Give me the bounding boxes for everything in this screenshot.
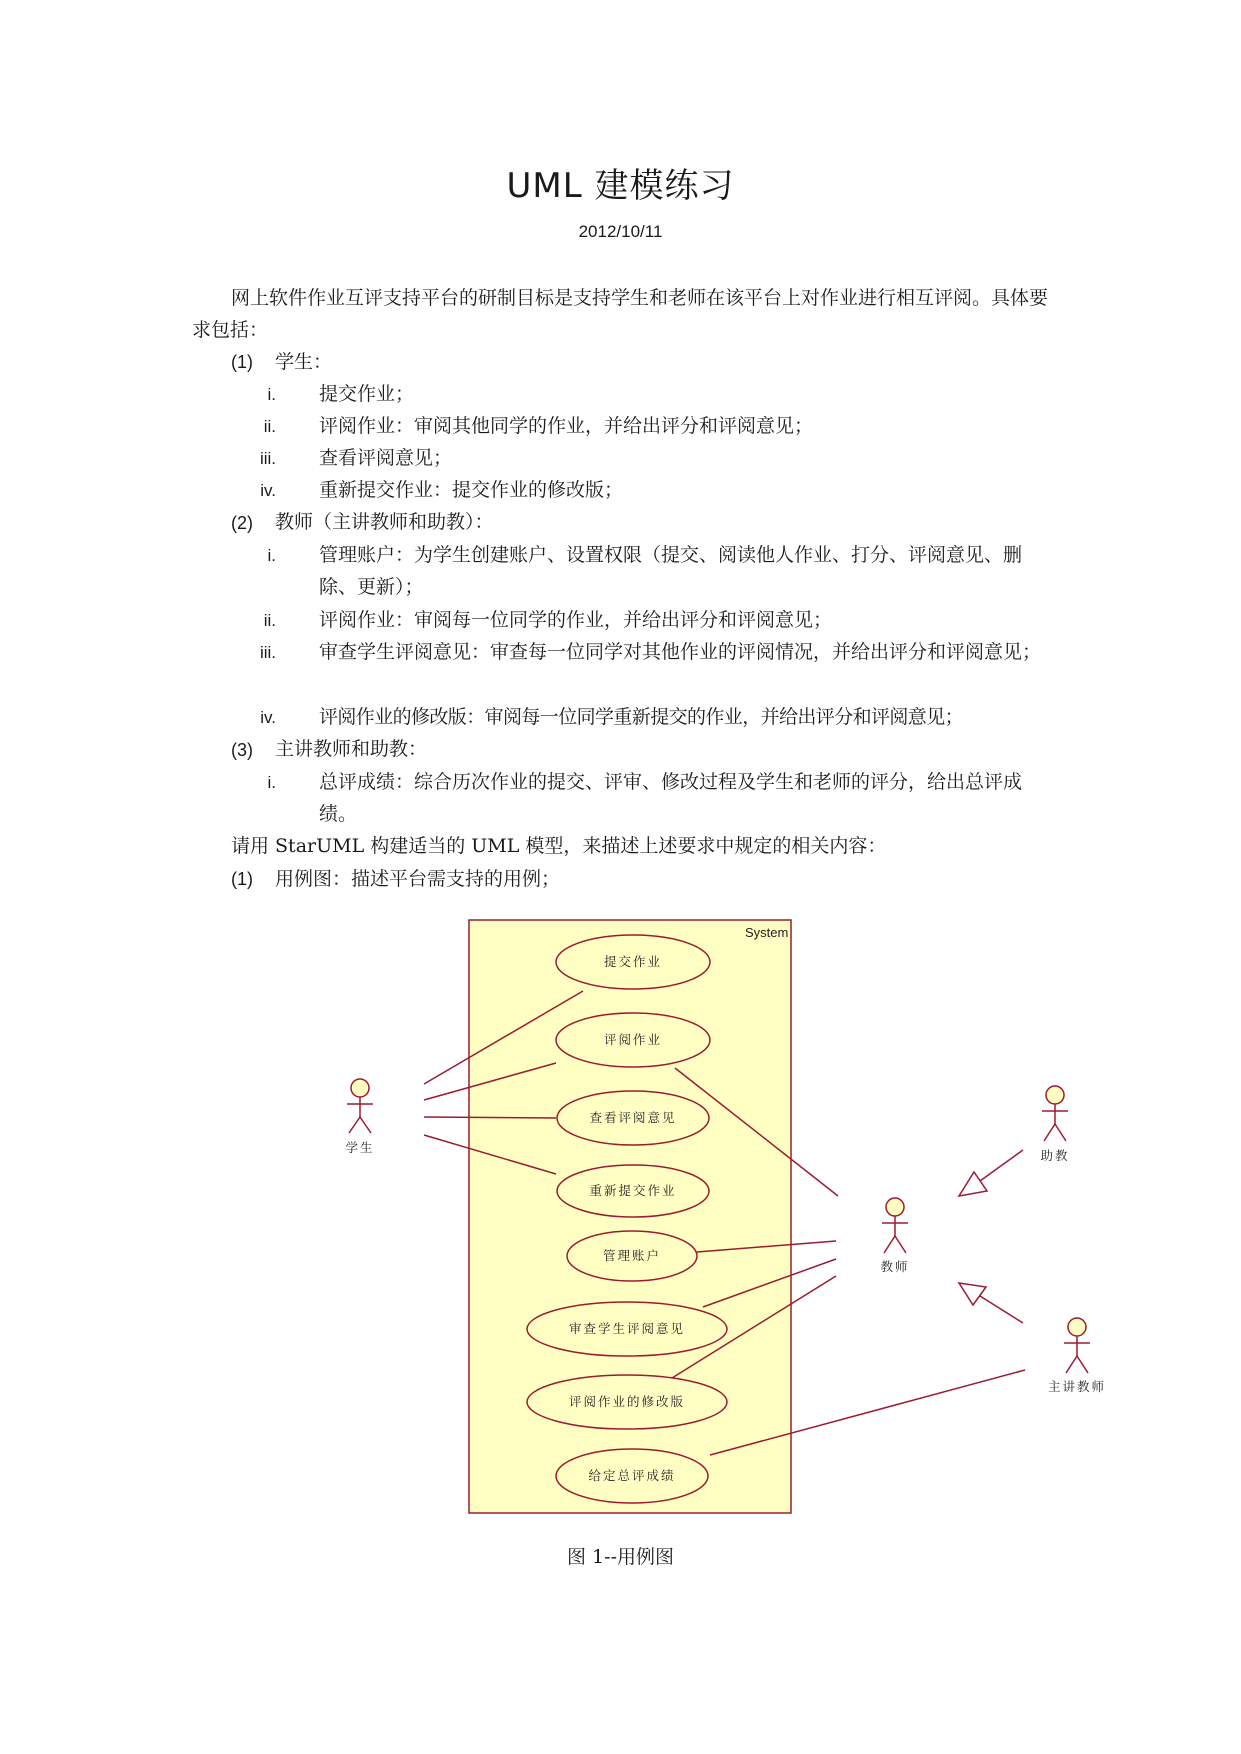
assoc-student-view: [424, 1117, 556, 1118]
section-2-number: (2): [231, 513, 253, 533]
item-2-4-number: iv.: [260, 708, 276, 727]
use-case-review-revision-label: 评阅作业的修改版: [568, 1394, 686, 1409]
system-label: System: [745, 925, 789, 940]
item-2-1-text: 管理账户：为学生创建账户、设置权限（提交、阅读他人作业、打分、评阅意见、删除、更新）；: [319, 544, 1023, 598]
document-date: 2012/10/11: [578, 222, 663, 241]
document-title: UML 建模练习: [506, 166, 735, 206]
generalization-assistant-arrow: [959, 1172, 987, 1196]
actor-lecturer-label: 主讲教师: [1047, 1379, 1107, 1394]
item-3-1-number: i.: [267, 773, 276, 792]
item-1-3-text: 查看评阅意见；: [319, 447, 453, 469]
use-case-submit-label: 提交作业: [603, 954, 663, 969]
actor-teacher-label: 教师: [880, 1259, 910, 1274]
section-3-label: 主讲教师和助教：: [275, 738, 428, 760]
use-case-view-comments-label: 查看评阅意见: [589, 1110, 677, 1125]
item-1-4-number: iv.: [260, 481, 276, 500]
actor-student: [347, 1079, 373, 1133]
item-1-2-text: 评阅作业：审阅其他同学的作业，并给出评分和评阅意见；: [319, 415, 814, 437]
use-case-resubmit-label: 重新提交作业: [589, 1183, 677, 1198]
item-2-3-number: iii.: [259, 643, 276, 662]
intro-paragraph: 网上软件作业互评支持平台的研制目标是支持学生和老师在该平台上对作业进行相互评阅。具体要求包括：: [192, 287, 1049, 341]
request-paragraph: 请用 StarUML 构建适当的 UML 模型，来描述上述要求中规定的相关内容：: [231, 835, 887, 857]
use-case-final-grade-label: 给定总评成绩: [588, 1468, 676, 1483]
item-1-2-number: ii.: [263, 417, 276, 436]
generalization-assistant-line: [980, 1150, 1023, 1181]
item-1-3-number: iii.: [259, 449, 276, 468]
item-2-2-text: 评阅作业：审阅每一位同学的作业，并给出评分和评阅意见；: [319, 609, 833, 631]
section-2-label: 教师（主讲教师和助教）：: [275, 511, 494, 533]
generalization-lecturer-line: [980, 1296, 1023, 1323]
use-case-audit-comments-label: 审查学生评阅意见: [568, 1321, 686, 1336]
section-1-number: (1): [231, 352, 253, 372]
item-2-2-number: ii.: [263, 611, 276, 630]
task-1-text: 用例图：描述平台需支持的用例；: [275, 868, 561, 890]
figure-caption: 图 1--用例图: [567, 1546, 674, 1568]
item-2-1-number: i.: [267, 546, 276, 565]
section-3-number: (3): [231, 740, 253, 760]
task-1-number: (1): [231, 869, 253, 889]
item-2-3-text: 审查学生评阅意见：审查每一位同学对其他作业的评阅情况，并给出评分和评阅意见；: [319, 641, 1042, 663]
item-1-1-text: 提交作业；: [319, 383, 415, 405]
actor-lecturer: [1064, 1318, 1090, 1373]
item-2-4-text: 评阅作业的修改版：审阅每一位同学重新提交的作业，并给出评分和评阅意见；: [319, 706, 964, 728]
use-case-review-label: 评阅作业: [603, 1032, 663, 1047]
actor-assistant: [1042, 1086, 1068, 1141]
item-1-4-text: 重新提交作业：提交作业的修改版；: [319, 479, 624, 501]
generalization-lecturer-arrow: [959, 1283, 986, 1305]
actor-student-label: 学生: [345, 1140, 375, 1155]
use-case-manage-accounts-label: 管理账户: [602, 1248, 662, 1263]
item-1-1-number: i.: [267, 385, 276, 404]
actor-assistant-label: 助教: [1040, 1148, 1070, 1163]
item-3-1-text: 总评成绩：综合历次作业的提交、评审、修改过程及学生和老师的评分，给出总评成绩。: [319, 771, 1023, 825]
section-1-label: 学生：: [275, 351, 333, 373]
actor-teacher: [882, 1198, 908, 1253]
